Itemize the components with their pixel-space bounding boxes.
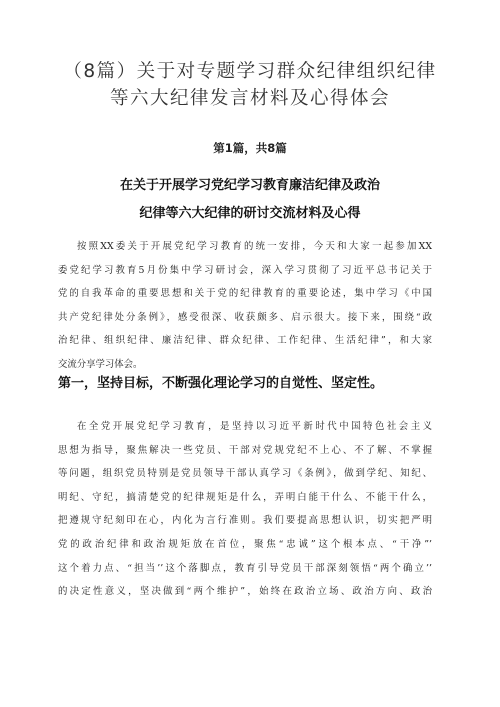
intro-paragraph [58, 235, 432, 377]
paragraph-line: 共产党纪律处分条例》，感受很深、收获颇多、启示很大。接下来，围绕“政 [58, 311, 432, 323]
section-heading: 第一，坚持目标，不断强化理论学习的自觉性、坚定性。 [58, 376, 384, 391]
part-label: 第1篇，共8篇 [213, 141, 287, 155]
paragraph-line: 思想为指导，聚焦解决一些党员、干部对党规党纪不上心、不了解、不掌握 [58, 444, 432, 456]
body-paragraph [58, 415, 432, 604]
paragraph-line: 在全党开展党纪学习教育，是坚持以习近平新时代中国特色社会主义 [77, 421, 432, 432]
paragraph-line: 这个着力点、“担当’’这个落脚点，教育引导党员干部深刻领悟“两个确立’’ [58, 562, 432, 574]
paragraph-line: 按照XX委关于开展党纪学习教育的统一安排，今天和大家一起参加XX [77, 241, 432, 252]
article-title-line-2: 纪律等六大纪律的研讨交流材料及心得 [139, 206, 361, 221]
paragraph-line: 委党纪学习教育5月份集中学习研讨会，深入学习贯彻了习近平总书记关于 [58, 264, 432, 276]
paragraph-line: 把遵规守纪刻印在心，内化为言行准则。我们要提高思想认识，切实把严明 [58, 515, 432, 527]
document-title-line-2: 等六大纪律发言材料及心得体会 [109, 88, 390, 109]
document-title-line-1: （8篇）关于对专题学习群众纪律组织纪律 [63, 61, 437, 82]
article-title-line-1: 在关于开展学习党纪学习教育廉洁纪律及政治 [119, 178, 380, 193]
paragraph-line: 党的自我革命的重要思想和关于党的纪律教育的重要论述，集中学习《中国 [58, 288, 432, 300]
paragraph-line: 明纪、守纪，搞清楚党的纪律规矩是什么，弄明白能干什么、不能干什么， [58, 491, 432, 503]
paragraph-line: 治纪律、组织纪律、廉洁纪律、群众纪律、工作纪律、生活纪律”，和大家 [58, 335, 432, 347]
paragraph-line: 的决定性意义，坚决做到“两个维护”，始终在政治立场、政治方向、政治 [58, 586, 432, 598]
paragraph-line: 党的政治纪律和政治规矩放在首位，聚焦“忠诚”这个根本点、“干净”’ [58, 538, 432, 550]
paragraph-line: 交流分享学习体会。 [58, 358, 143, 370]
paragraph-line: 等问题，组织党员特别是党员领导干部认真学习《条例》，做到学纪、知纪、 [58, 468, 432, 480]
